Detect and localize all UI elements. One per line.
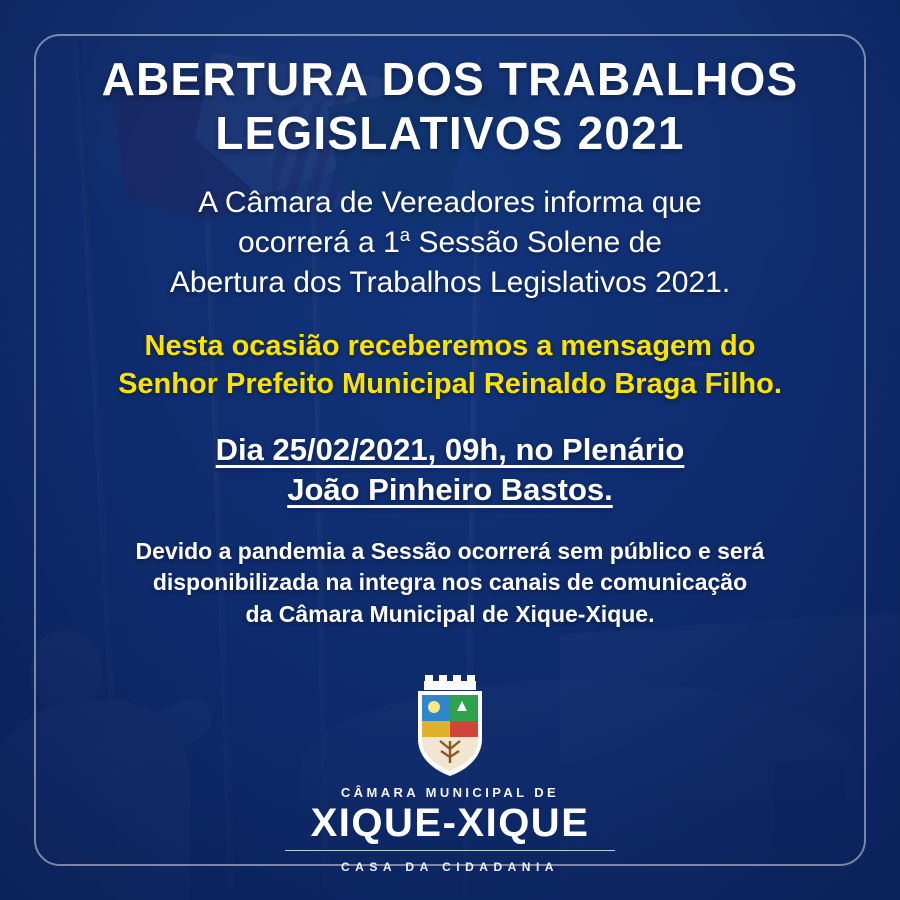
announcement-line-3: Abertura dos Trabalhos Legislativos 2021.: [169, 265, 731, 299]
footer-branding: [0, 675, 900, 874]
datetime-paragraph: [216, 430, 685, 511]
title-line-1: ABERTURA DOS TRABALHOS: [101, 53, 799, 105]
announcement-line-2a: ocorrerá a 1: [238, 225, 400, 259]
ordinal-superscript: a: [399, 223, 411, 245]
note-line-1: Devido a pandemia a Sessão ocorrerá sem público e será: [135, 538, 765, 565]
highlight-line-1: Nesta ocasião receberemos a mensagem do: [144, 330, 756, 363]
highlight-line-2: Senhor Prefeito Municipal Reinaldo Braga Filho.: [118, 368, 782, 401]
page-title: [102, 52, 799, 161]
title-line-2: LEGISLATIVOS 2021: [215, 107, 685, 160]
brand-subtitle: CÂMARA MUNICIPAL DE: [340, 785, 560, 800]
announcement-line-1: A Câmara de Vereadores informa que: [198, 185, 702, 219]
announcement-line-2b: Sessão Solene de: [410, 225, 662, 259]
brand-tagline: CASA DA CIDADANIA: [341, 860, 559, 874]
brand-title: XIQUE-XIQUE: [310, 801, 590, 845]
datetime-line-1: Dia 25/02/2021, 09h, no Plenário: [215, 431, 685, 467]
note-paragraph: [136, 536, 765, 630]
note-line-2: disponibilizada na integra nos canais de comunicação: [152, 569, 748, 596]
highlight-paragraph: [118, 327, 782, 404]
divider: [285, 850, 615, 851]
note-line-3: da Câmara Municipal de Xique-Xique.: [245, 600, 655, 627]
coat-of-arms-icon: [404, 675, 496, 779]
datetime-line-2: João Pinheiro Bastos.: [287, 471, 613, 507]
announcement-paragraph: [170, 183, 730, 304]
